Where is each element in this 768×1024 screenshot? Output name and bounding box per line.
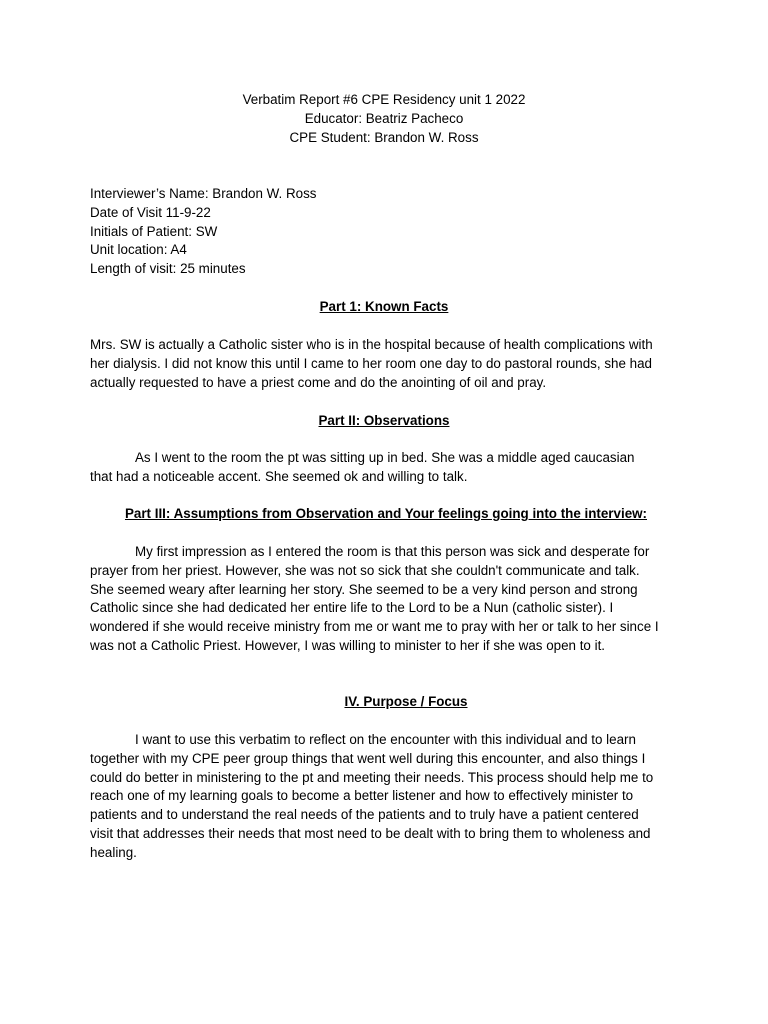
visit-length: Length of visit: 25 minutes — [90, 261, 246, 277]
section-body-observations — [90, 449, 686, 487]
section-body-purpose — [90, 731, 686, 863]
paragraph-line: Mrs. SW is actually a Catholic sister who is in the hospital because of health complications with — [90, 337, 653, 352]
section-body-assumptions — [90, 543, 686, 656]
paragraph-line: Catholic since she had dedicated her entire life to the Lord to be a Nun (catholic sister). I — [90, 600, 614, 616]
paragraph-line: She seemed weary after learning her story. She seemed to be a very kind person and strong — [90, 581, 638, 597]
paragraph-line: As I went to the room the pt was sitting up in bed. She was a middle aged caucasian — [135, 450, 635, 465]
visit-info — [90, 185, 317, 279]
paragraph-line: could do better in ministering to the pt and meeting their needs. This process should help me to — [90, 769, 654, 785]
paragraph-line: I want to use this verbatim to reflect on the encounter with this individual and to learn — [135, 732, 636, 747]
section-body-known-facts — [90, 336, 686, 392]
visit-date: Date of Visit 11-9-22 — [90, 204, 211, 220]
unit-location: Unit location: A4 — [90, 242, 187, 258]
paragraph-line: visit that addresses their needs that most need to be dealt with to bring them to wholeness and — [90, 825, 651, 841]
paragraph-line: patients and to understand the real needs of the patients and to truly have a patient centered — [90, 807, 639, 823]
paragraph-line: wondered if she would receive ministry from me or want me to pray with her or talk to her since I — [90, 619, 659, 635]
student-line: CPE Student: Brandon W. Ross — [289, 129, 479, 145]
patient-initials: Initials of Patient: SW — [90, 223, 218, 239]
paragraph-line: together with my CPE peer group things that went well during this encounter, and also things I — [90, 750, 646, 766]
section-heading-purpose: IV. Purpose / Focus — [344, 694, 468, 709]
section-heading-assumptions: Part III: Assumptions from Observation and Your feelings going into the interview: — [124, 506, 648, 521]
paragraph-line: that had a noticeable accent. She seemed ok and willing to talk. — [90, 468, 468, 484]
interviewer-name: Interviewer’s Name: Brandon W. Ross — [90, 186, 317, 201]
section-heading-observations: Part II: Observations — [318, 413, 450, 428]
paragraph-line: healing. — [90, 844, 137, 860]
paragraph-line: reach one of my learning goals to become a better listener and how to effectively minister to — [90, 788, 634, 804]
report-header — [0, 91, 768, 147]
educator-line: Educator: Beatriz Pacheco — [304, 110, 464, 126]
paragraph-line: was not a Catholic Priest. However, I was willing to minister to her if she was open to it. — [90, 637, 606, 653]
paragraph-line: prayer from her priest. However, she was not so sick that she couldn't communicate and talk. — [90, 562, 640, 578]
paragraph-line: her dialysis. I did not know this until I came to her room one day to do pastoral rounds, she had — [90, 355, 652, 371]
paragraph-line: My first impression as I entered the room is that this person was sick and desperate for — [135, 544, 650, 559]
paragraph-line: actually requested to have a priest come and do the anointing of oil and pray. — [90, 374, 547, 390]
report-title: Verbatim Report #6 CPE Residency unit 1 2022 — [242, 92, 526, 107]
section-heading-known-facts: Part 1: Known Facts — [319, 299, 449, 314]
